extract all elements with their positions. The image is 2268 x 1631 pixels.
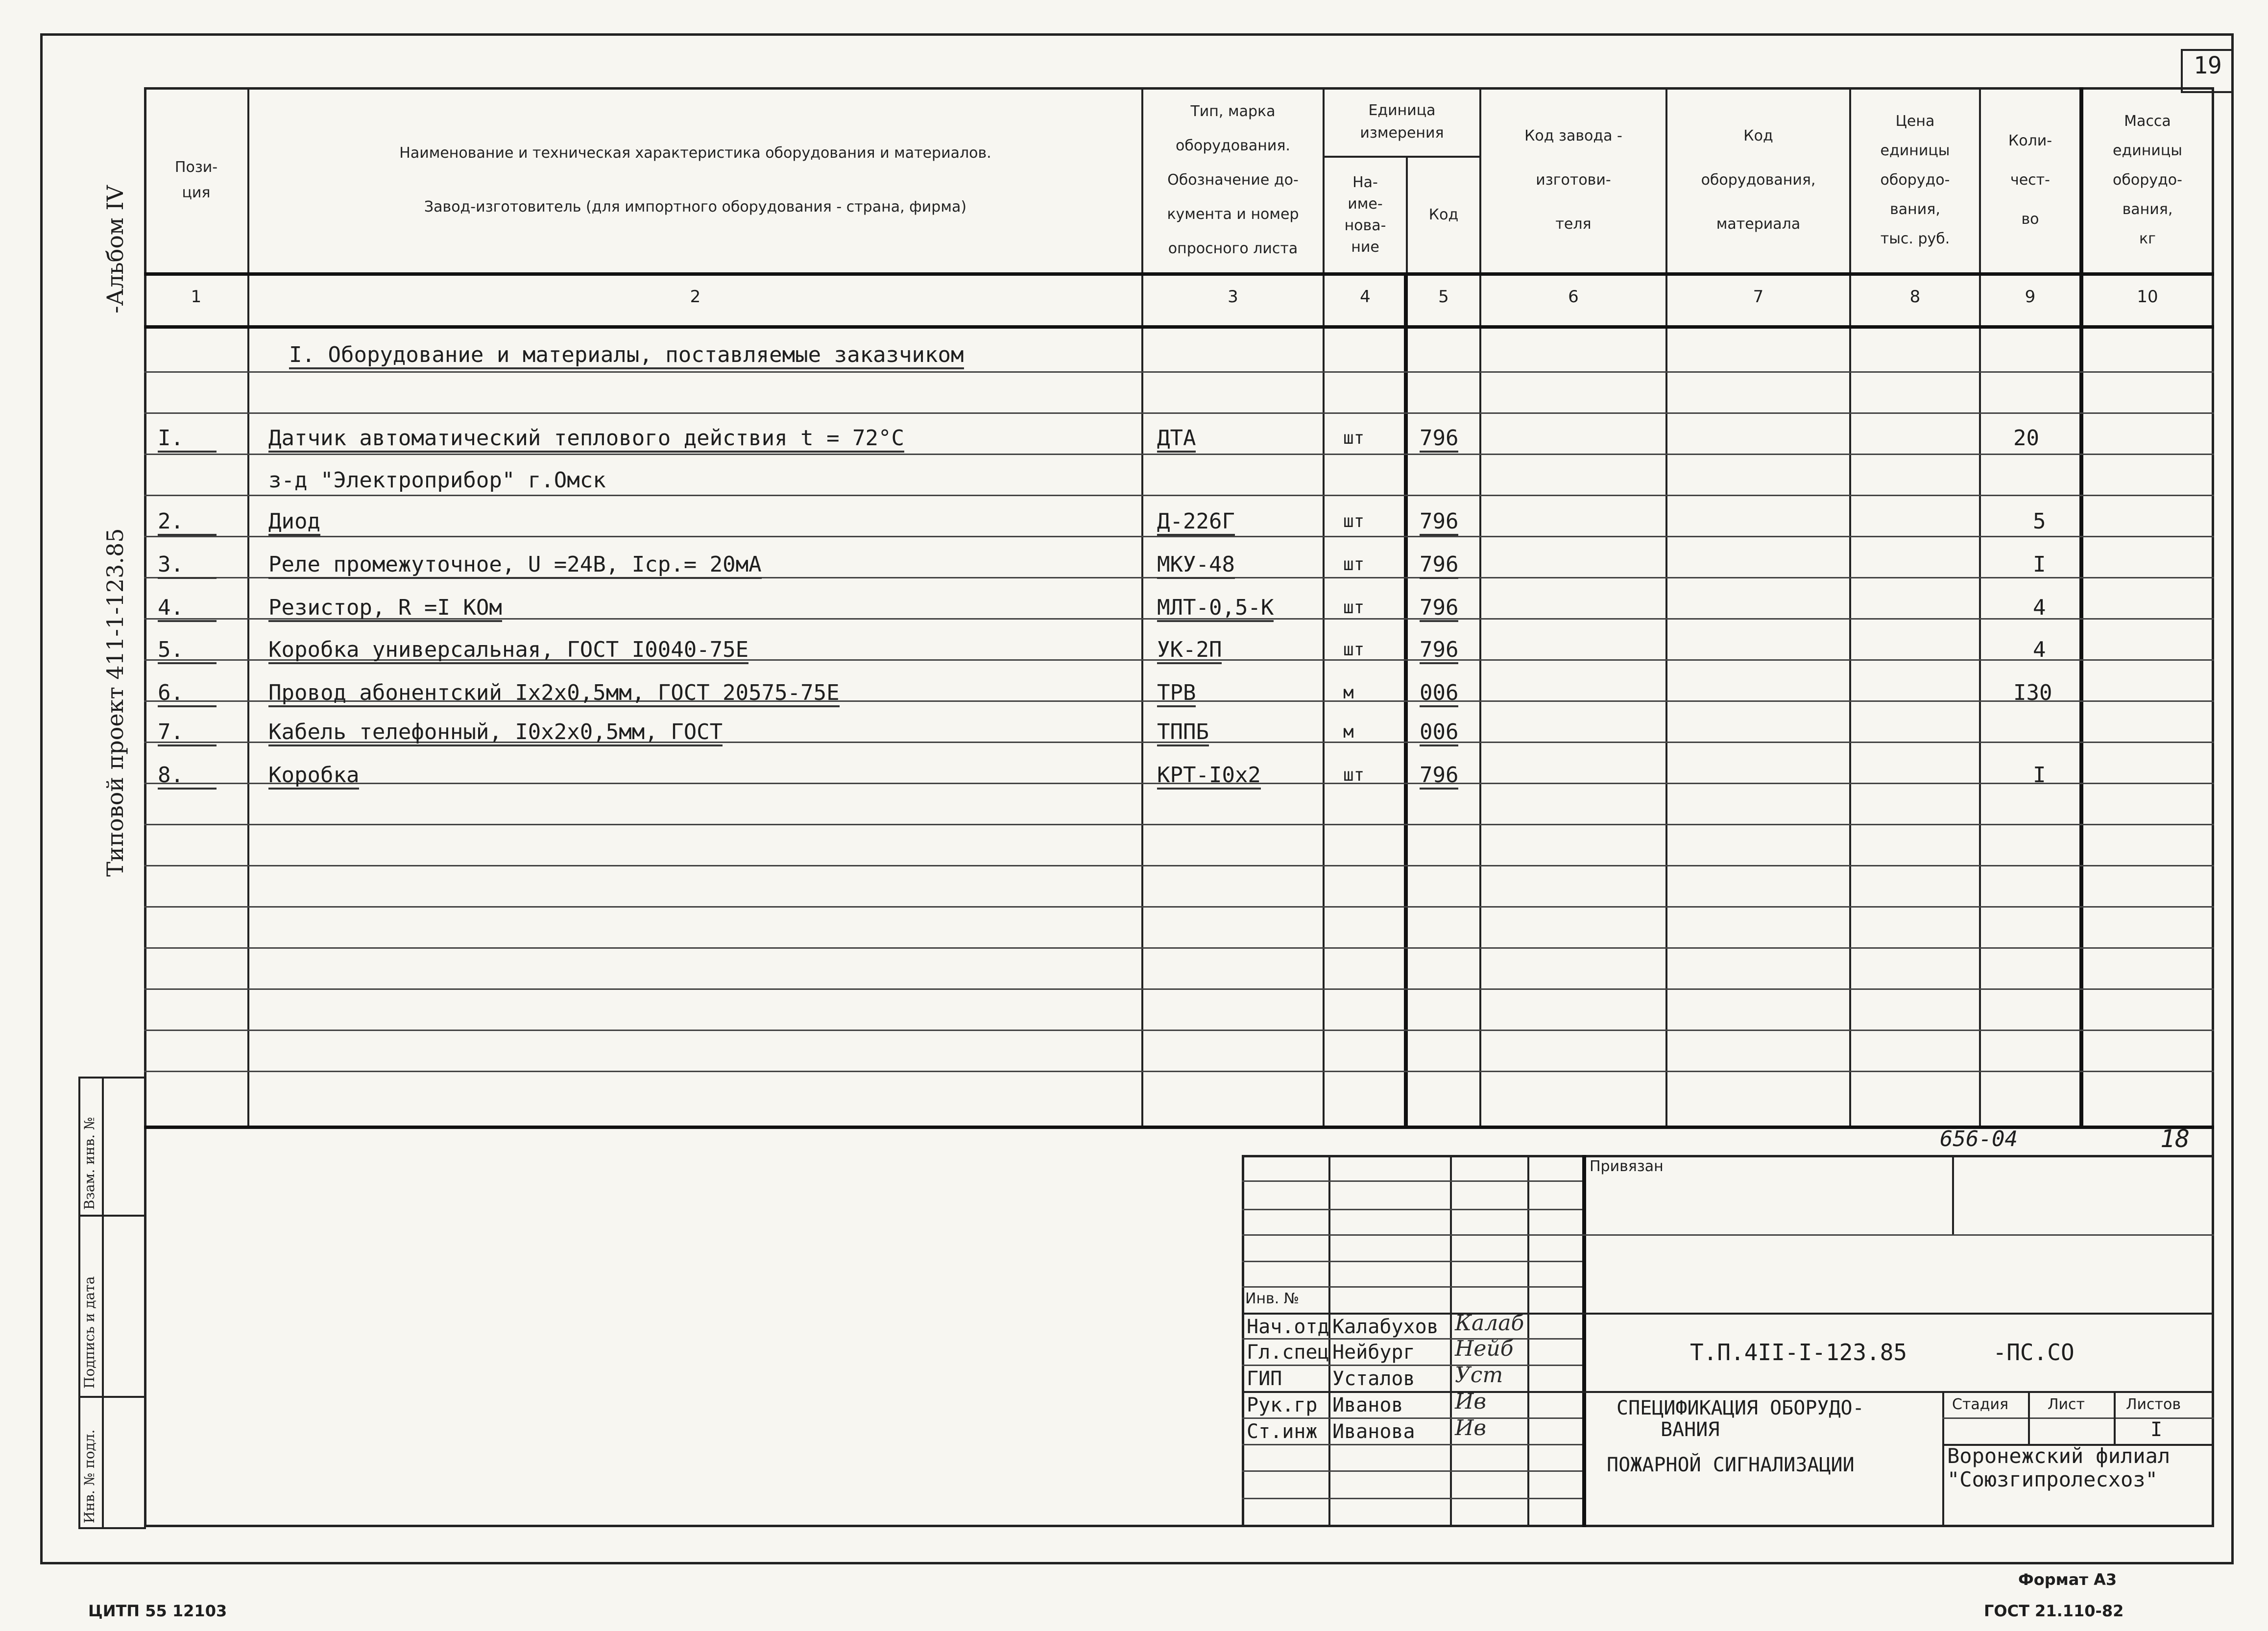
row-name: Провод абонентский Iх2х0,5мм, ГОСТ 20575-75Е (268, 681, 840, 707)
album-label: -Альбом IV (102, 185, 128, 313)
header-maker: Код завода - изготови- теля (1524, 127, 1622, 233)
staff-name: Калабухов (1332, 1316, 1439, 1338)
row-pos: 8. (158, 763, 217, 790)
stamp-label-podpis: Подпись и дата (81, 1276, 97, 1389)
header-unit-code: Код (1428, 206, 1459, 223)
tb-line (1242, 1261, 1582, 1262)
stamp-label-inv: Инв. № подл. (81, 1429, 97, 1523)
section-title (289, 343, 964, 367)
row-qty: 20 (2013, 426, 2039, 451)
header-equip-code: Код оборудования, материала (1701, 127, 1816, 233)
row-unit: шт (1343, 598, 1365, 618)
staff-role: Рук.гр (1247, 1394, 1318, 1416)
row-line (144, 371, 2214, 373)
header-pos: Пози- ция (174, 159, 218, 201)
row-line (144, 536, 2214, 537)
row-code: 796 (1420, 509, 1458, 536)
row-pos: I. (158, 426, 217, 453)
tb-line (1242, 1417, 1582, 1419)
staff-signature: Ив (1455, 1415, 1486, 1440)
staff-signature: Нейб (1455, 1336, 1514, 1361)
sheet-label: Лист (2048, 1396, 2085, 1413)
row-line (144, 454, 2214, 455)
row-type: КРТ-I0х2 (1157, 763, 1261, 790)
archive-number: 656-04 (1940, 1127, 2018, 1151)
stamp-line (78, 1396, 146, 1398)
inv-label: Инв. № (1245, 1290, 1300, 1307)
row-name: Резистор, R =I КОм (268, 596, 502, 622)
row-name: Реле промежуточное, U =24В, Iср.= 20мА (268, 552, 762, 579)
format-label: Формат А3 (2018, 1570, 2117, 1589)
row-qty: I (2033, 552, 2046, 577)
row-code: 006 (1420, 720, 1458, 746)
col-line (2079, 87, 2083, 1127)
row-name: з-д "Электроприбор" г.Омск (268, 468, 606, 493)
section-title-text: I. Оборудование и материалы, поставляемые заказчиком (289, 342, 964, 369)
header-qty: Коли- чест- во (2008, 132, 2052, 228)
tb-line (1242, 1313, 2214, 1315)
row-pos: 3. (158, 552, 217, 579)
row-code: 796 (1420, 552, 1458, 579)
tb-line (1242, 1498, 1582, 1499)
row-unit: м (1343, 722, 1354, 742)
header-unit-name: На- име- нова- ние (1344, 174, 1386, 256)
org-line2: "Союзгипролесхоз" (1947, 1467, 2158, 1491)
tb-line (2114, 1391, 2116, 1444)
doc-code (1690, 1341, 2075, 1364)
row-name: Коробка (268, 763, 359, 790)
org-line1: Воронежский филиал (1947, 1444, 2171, 1468)
col-number: 5 (1438, 287, 1449, 307)
col-number: 8 (1909, 287, 1921, 307)
header-line (144, 325, 2214, 329)
row-line (144, 865, 2214, 866)
staff-role: ГИП (1247, 1367, 1282, 1390)
privyazan-label: Привязан (1590, 1158, 1664, 1175)
staff-signature: Ив (1455, 1389, 1486, 1414)
row-code: 796 (1420, 763, 1458, 790)
row-code: 796 (1420, 596, 1458, 622)
row-line (144, 412, 2214, 414)
tb-line (1242, 1470, 1582, 1472)
row-type: ДТА (1157, 426, 1196, 453)
tb-line (1242, 1180, 1582, 1182)
staff-name: Иванов (1332, 1394, 1403, 1416)
row-name: Кабель телефонный, I0х2х0,5мм, ГОСТ (268, 720, 723, 746)
tb-line (1242, 1444, 1582, 1445)
row-unit: шт (1343, 554, 1365, 575)
gost-label: ГОСТ 21.110-82 (1984, 1602, 2124, 1620)
row-type: УК-2П (1157, 638, 1222, 664)
col-number: 10 (2137, 287, 2158, 307)
doc-code-suffix: -ПС.СО (1993, 1339, 2075, 1366)
header-price: Цена единицы оборудо- вания, тыс. руб. (1880, 113, 1950, 247)
row-type: МКУ-48 (1157, 552, 1235, 579)
row-line (144, 495, 2214, 496)
row-line (144, 824, 2214, 825)
row-code: 796 (1420, 426, 1458, 453)
page-number: 19 (2194, 52, 2222, 79)
header-line (144, 272, 2214, 276)
row-qty: I30 (2013, 680, 2052, 705)
col-number: 3 (1228, 287, 1238, 307)
row-type: Д-226Г (1157, 509, 1235, 536)
stamp-line (78, 1215, 146, 1217)
row-pos: 6. (158, 681, 217, 707)
header-type: Тип, марка оборудования. Обозначение до- кумента и номер опросного листа (1167, 103, 1299, 257)
stamp-line (102, 1077, 104, 1529)
row-name: Коробка универсальная, ГОСТ I0040-75Е (268, 638, 748, 664)
tb-line (2028, 1391, 2030, 1444)
staff-role: Нач.отд (1247, 1316, 1329, 1338)
row-type: МЛТ-0,5-К (1157, 596, 1274, 622)
row-type: ТРВ (1157, 681, 1196, 707)
table-bottom-line (144, 1126, 2214, 1129)
row-name: Датчик автоматический теплового действия t = 72°C (268, 426, 904, 453)
row-unit: шт (1343, 428, 1365, 448)
col-line (1404, 273, 1408, 1127)
staff-role: Ст.инж (1247, 1420, 1318, 1443)
stage-label: Стадия (1952, 1396, 2009, 1413)
tb-line (1242, 1286, 1582, 1288)
tb-line (1242, 1338, 1582, 1340)
header-mass: Масса единицы оборудо- вания, кг (2113, 113, 2182, 247)
row-unit: шт (1343, 511, 1365, 531)
staff-signature: Калаб (1455, 1311, 1524, 1336)
row-qty: 4 (2033, 637, 2046, 662)
row-unit: шт (1343, 765, 1365, 785)
sheets-value: I (2150, 1418, 2163, 1441)
col-number: 6 (1568, 287, 1579, 307)
row-unit: м (1343, 683, 1354, 703)
doc-code-main: Т.П.4II-I-123.85 (1690, 1339, 1907, 1366)
row-qty: 4 (2033, 595, 2046, 620)
row-pos: 2. (158, 509, 217, 536)
row-line (144, 906, 2214, 908)
staff-name: Нейбург (1332, 1341, 1415, 1364)
col-number: 1 (191, 287, 202, 307)
project-label: Типовой проект 411-1-123.85 (102, 528, 128, 877)
col-number: 7 (1753, 287, 1764, 307)
doc-title-line2: ВАНИЯ (1661, 1418, 1720, 1441)
row-pos: 7. (158, 720, 217, 746)
staff-name: Иванова (1332, 1420, 1415, 1443)
tb-line (1582, 1155, 1586, 1527)
col-number: 4 (1360, 287, 1371, 307)
stamp-label-vzam: Взам. инв. № (81, 1117, 97, 1210)
row-code: 006 (1420, 681, 1458, 707)
tb-line (1942, 1417, 2214, 1419)
staff-signature: Уст (1455, 1363, 1503, 1388)
doc-title-line1: СПЕЦИФИКАЦИЯ ОБОРУДО- (1617, 1397, 1864, 1419)
doc-title-line3: ПОЖАРНОЙ СИГНАЛИЗАЦИИ (1607, 1454, 1855, 1476)
sheets-label: Листов (2126, 1396, 2181, 1413)
header-unit: Единица измерения (1360, 102, 1444, 142)
row-name: Диод (268, 509, 320, 536)
row-line (144, 947, 2214, 949)
row-qty: 5 (2033, 509, 2046, 534)
row-line (144, 1030, 2214, 1031)
tb-line (1242, 1209, 1582, 1210)
col-number: 9 (2025, 287, 2036, 307)
row-line (144, 1071, 2214, 1072)
row-unit: шт (1343, 640, 1365, 660)
header-name: Наименование и техническая характеристика оборудования и материалов. Завод-изготовитель (для импортного оборудования - страна, фирма) (399, 144, 991, 216)
tb-line (1242, 1365, 1582, 1366)
row-type: ТППБ (1157, 720, 1209, 746)
row-line (144, 988, 2214, 990)
page-number-extra: 18 (2160, 1125, 2190, 1153)
row-qty: I (2033, 763, 2046, 788)
staff-role: Гл.спец (1247, 1341, 1329, 1364)
tb-line (1942, 1391, 1944, 1527)
tsitp-label: ЦИТП 55 12103 (88, 1602, 227, 1620)
staff-name: Усталов (1332, 1367, 1415, 1390)
col-number: 2 (690, 287, 701, 307)
row-code: 796 (1420, 638, 1458, 664)
tb-line (1242, 1391, 2214, 1393)
row-pos: 4. (158, 596, 217, 622)
tb-line (1242, 1234, 2214, 1236)
tb-line (1952, 1155, 1954, 1234)
row-pos: 5. (158, 638, 217, 664)
